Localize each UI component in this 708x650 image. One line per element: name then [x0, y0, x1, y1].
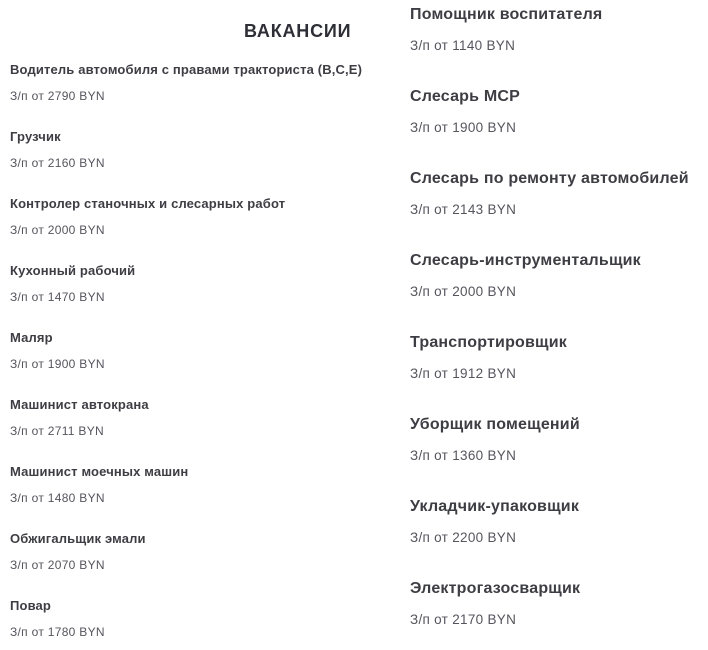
vacancy-item — [10, 330, 404, 372]
vacancy-title: Укладчик-упаковщик — [410, 498, 580, 515]
vacancy-title: Слесарь-инструментальщик — [410, 252, 641, 269]
vacancy-item — [410, 579, 708, 628]
vacancy-salary: З/п от 2170 BYN — [410, 612, 517, 627]
vacancy-item — [10, 464, 404, 506]
vacancy-title: Обжигальщик эмали — [10, 531, 146, 546]
vacancy-salary: З/п от 2070 BYN — [10, 558, 105, 572]
vacancy-salary: З/п от 1360 BYN — [410, 448, 517, 463]
vacancy-title: Уборщик помещений — [410, 416, 580, 433]
vacancy-item — [410, 497, 708, 546]
vacancy-salary: З/п от 2000 BYN — [10, 223, 105, 237]
vacancy-title: Контролер станочных и слесарных работ — [10, 196, 286, 211]
vacancy-title: Слесарь МСР — [410, 88, 520, 105]
vacancy-title: Маляр — [10, 330, 53, 345]
vacancy-salary: З/п от 2143 BYN — [410, 202, 517, 217]
vacancy-salary: З/п от 2000 BYN — [410, 284, 517, 299]
page-title: ВАКАНСИИ — [244, 21, 352, 42]
vacancy-title: Транспортировщик — [410, 334, 567, 351]
vacancy-item — [410, 5, 708, 54]
vacancy-salary: З/п от 1480 BYN — [10, 491, 105, 505]
vacancy-salary: З/п от 2711 BYN — [10, 424, 104, 438]
vacancy-item — [10, 129, 404, 171]
vacancy-salary: З/п от 1780 BYN — [10, 625, 105, 639]
vacancy-salary: З/п от 2160 BYN — [10, 156, 105, 170]
vacancy-item — [10, 62, 404, 104]
vacancy-salary: З/п от 2200 BYN — [410, 530, 517, 545]
vacancy-title: Электрогазосварщик — [410, 580, 581, 597]
vacancy-salary: З/п от 2790 BYN — [10, 89, 105, 103]
vacancy-salary: З/п от 1140 BYN — [410, 38, 516, 53]
vacancy-title: Слесарь по ремонту автомобилей — [410, 170, 689, 187]
vacancy-title: Повар — [10, 598, 52, 613]
vacancy-salary: З/п от 1912 BYN — [410, 366, 517, 381]
vacancy-item — [410, 87, 708, 136]
vacancy-item — [10, 397, 404, 439]
vacancy-item — [10, 196, 404, 238]
vacancy-title: Грузчик — [10, 129, 61, 144]
vacancy-title: Помощник воспитателя — [410, 6, 603, 23]
vacancy-item — [410, 169, 708, 218]
vacancy-salary: З/п от 1470 BYN — [10, 290, 105, 304]
vacancy-item — [10, 598, 404, 640]
vacancy-title: Машинист моечных машин — [10, 464, 189, 479]
vacancy-salary: З/п от 1900 BYN — [10, 357, 105, 371]
vacancy-item — [10, 531, 404, 573]
vacancies-column-right — [410, 5, 708, 650]
vacancy-item — [410, 333, 708, 382]
vacancy-title: Кухонный рабочий — [10, 263, 136, 278]
vacancy-item — [410, 415, 708, 464]
vacancy-salary: З/п от 1900 BYN — [410, 120, 517, 135]
vacancy-item — [10, 263, 404, 305]
vacancy-title: Машинист автокрана — [10, 397, 149, 412]
vacancy-title: Водитель автомобиля с правами тракториста (B,C,E) — [10, 62, 363, 77]
vacancy-item — [410, 251, 708, 300]
vacancies-column-left — [10, 62, 404, 650]
